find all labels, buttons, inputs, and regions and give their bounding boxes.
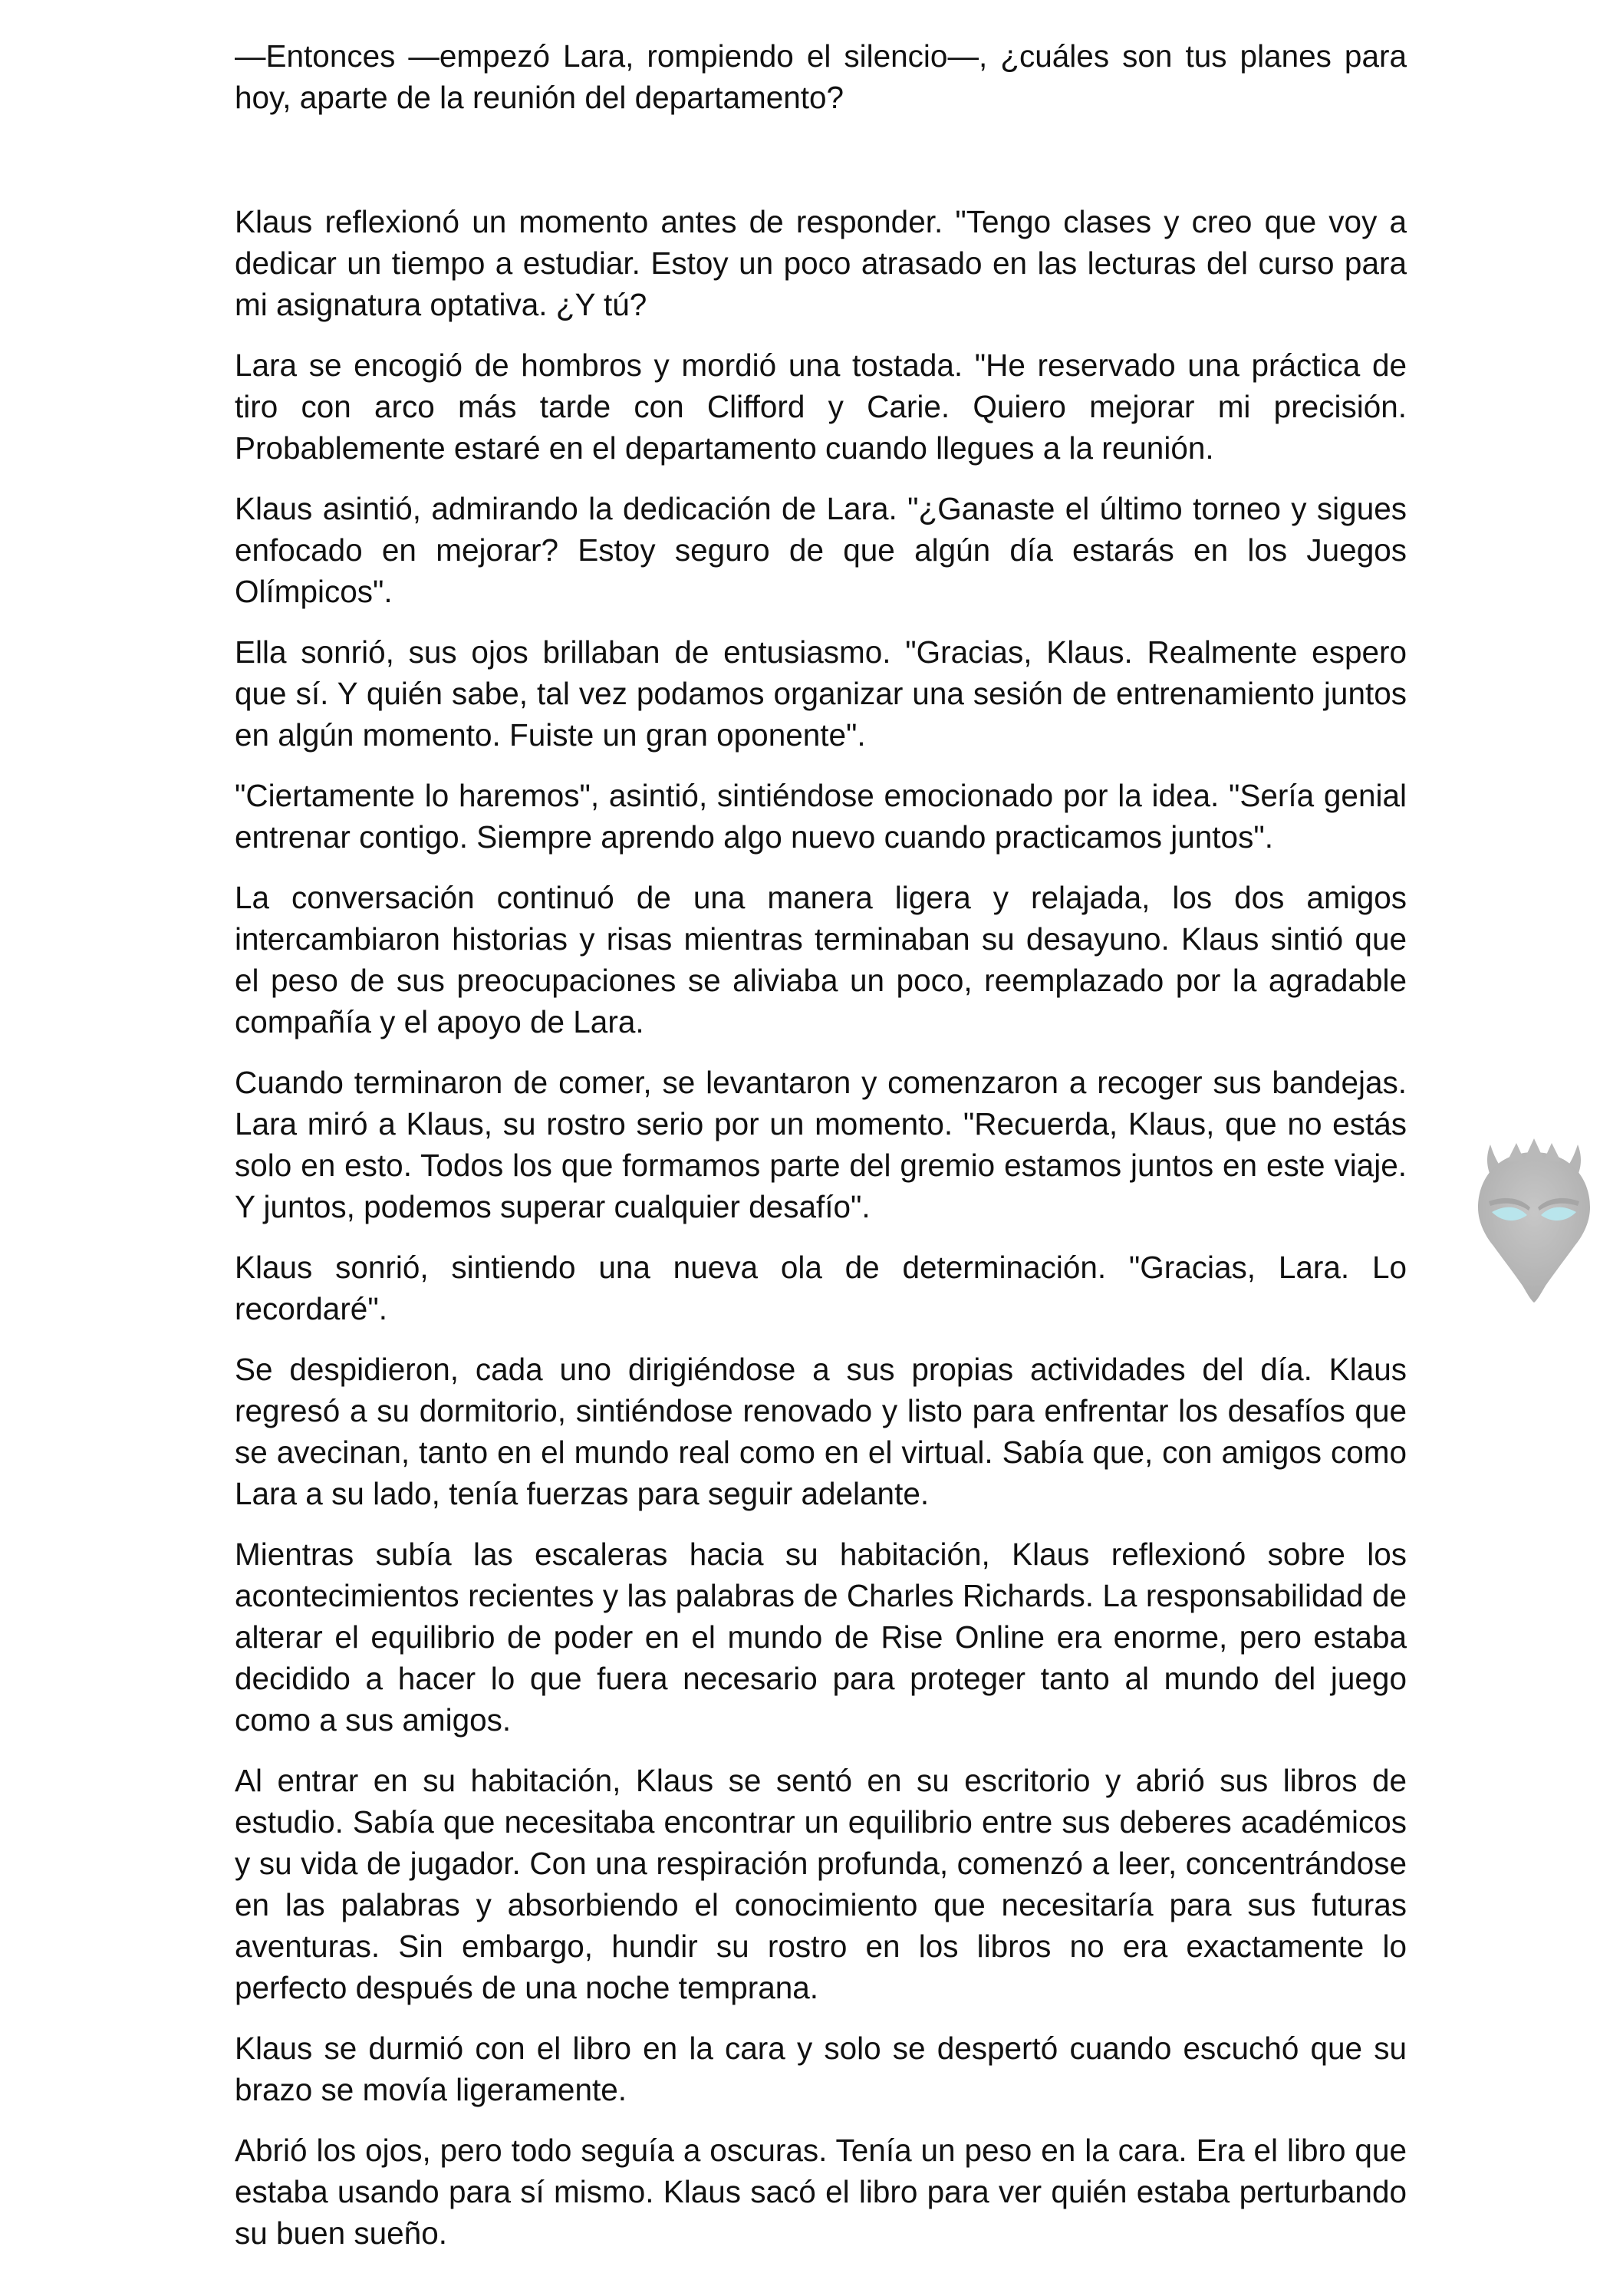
paragraph-2: Klaus reflexionó un momento antes de responder. "Tengo clases y creo que voy a dedicar un tiempo a estudiar. Estoy un poco atrasado en las lecturas del curso para mi asignatura optativa. ¿Y tú? bbox=[235, 204, 1407, 322]
paragraph-14: Abrió los ojos, pero todo seguía a oscuras. Tenía un peso en la cara. Era el libro que estaba usando para sí mismo. Klaus sacó el libro para ver quién estaba perturbando su buen sueño. bbox=[235, 2133, 1407, 2251]
paragraph-5: Ella sonrió, sus ojos brillaban de entusiasmo. "Gracias, Klaus. Realmente espero que sí. Y quién sabe, tal vez podamos organizar una sesión de entrenamiento juntos en algún momento. Fuiste un gran oponente". bbox=[235, 634, 1407, 753]
paragraph-9: Klaus sonrió, sintiendo una nueva ola de determinación. "Gracias, Lara. Lo recordaré". bbox=[235, 1250, 1407, 1326]
paragraph-8: Cuando terminaron de comer, se levantaron y comenzaron a recoger sus bandejas. Lara miró a Klaus, su rostro serio por un momento. "Recuerda, Klaus, que no estás solo en esto. Todos los que formamos parte del gremio estamos juntos en este viaje. Y juntos, podemos superar cualquier desafío". bbox=[235, 1065, 1407, 1224]
document-body bbox=[235, 35, 1407, 2273]
paragraph-10: Se despidieron, cada uno dirigiéndose a sus propias actividades del día. Klaus regresó a su dormitorio, sintiéndose renovado y listo para enfrentar los desafíos que se avecinan, tanto en el mundo real como en el virtual. Sabía que, con amigos como Lara a su lado, tenía fuerzas para seguir adelante. bbox=[235, 1352, 1407, 1511]
demon-head-icon bbox=[1461, 1122, 1607, 1306]
paragraph-6: "Ciertamente lo haremos", asintió, sintiéndose emocionado por la idea. "Sería genial entrenar contigo. Siempre aprendo algo nuevo cuando practicamos juntos". bbox=[235, 778, 1407, 855]
paragraph-11: Mientras subía las escaleras hacia su habitación, Klaus reflexionó sobre los acontecimientos recientes y las palabras de Charles Richards. La responsabilidad de alterar el equilibrio de poder en el mundo de Rise Online era enorme, pero estaba decidido a hacer lo que fuera necesario para proteger tanto al mundo del juego como a sus amigos. bbox=[235, 1537, 1407, 1738]
paragraph-3: Lara se encogió de hombros y mordió una tostada. "He reservado una práctica de tiro con arco más tarde con Clifford y Carie. Quiero mejorar mi precisión. Probablemente estaré en el departamento cuando llegues a la reunión. bbox=[235, 348, 1407, 466]
paragraph-4: Klaus asintió, admirando la dedicación de Lara. "¿Ganaste el último torneo y sigues enfocado en mejorar? Estoy seguro de que algún día estarás en los Juegos Olímpicos". bbox=[235, 491, 1407, 609]
paragraph-7: La conversación continuó de una manera ligera y relajada, los dos amigos intercambiaron historias y risas mientras terminaban su desayuno. Klaus sintió que el peso de sus preocupaciones se aliviaba un poco, reemplazado por la agradable compañía y el apoyo de Lara. bbox=[235, 880, 1407, 1039]
paragraph-spacer bbox=[235, 118, 1407, 201]
paragraph-13: Klaus se durmió con el libro en la cara y solo se despertó cuando escuchó que su brazo se movía ligeramente. bbox=[235, 2031, 1407, 2107]
paragraph-12: Al entrar en su habitación, Klaus se sentó en su escritorio y abrió sus libros de estudio. Sabía que necesitaba encontrar un equilibrio entre sus deberes académicos y su vida de jugador. Con una respiración profunda, comenzó a leer, concentrándose en las palabras y absorbiendo el conocimiento que necesitaría para sus futuras aventuras. Sin embargo, hundir su rostro en los libros no era exactamente lo perfecto después de una noche temprana. bbox=[235, 1763, 1407, 2005]
paragraph-1: —Entonces —empezó Lara, rompiendo el silencio—, ¿cuáles son tus planes para hoy, aparte de la reunión del departamento? bbox=[235, 38, 1407, 115]
